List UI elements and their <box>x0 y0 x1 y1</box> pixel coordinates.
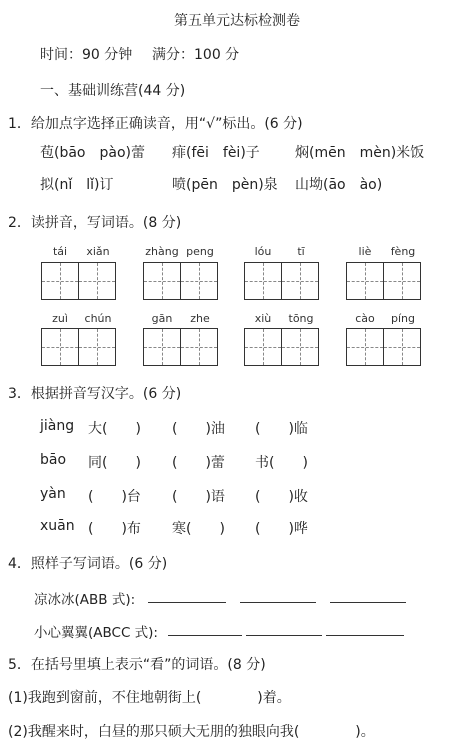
q1-item-6: 山坳(āo ào) <box>295 177 383 193</box>
writing-cell[interactable] <box>346 262 384 300</box>
writing-cell[interactable] <box>41 328 79 366</box>
writing-cell[interactable] <box>41 262 79 300</box>
answer-line[interactable] <box>326 623 404 636</box>
writing-cell[interactable] <box>383 262 421 300</box>
answer-line[interactable] <box>240 590 316 603</box>
score-info: 满分：100 分 <box>152 47 240 63</box>
writing-cell[interactable] <box>244 262 282 300</box>
q3-pinyin: jiàng <box>40 418 75 434</box>
q3-blank-b[interactable]: ( )蕾 <box>172 455 225 471</box>
q3-blank-a[interactable]: 大( ) <box>88 421 141 437</box>
q3-blank-c[interactable]: ( )哗 <box>255 521 308 537</box>
writing-cell[interactable] <box>78 328 116 366</box>
page-title: 第五单元达标检测卷 <box>174 13 300 29</box>
pinyin-label: gān <box>151 312 173 325</box>
q3-blank-a[interactable]: ( )台 <box>88 489 141 505</box>
answer-line[interactable] <box>168 623 242 636</box>
writing-cell[interactable] <box>143 262 181 300</box>
pinyin-label: cào <box>355 312 375 325</box>
pinyin-label: chún <box>84 312 112 325</box>
pinyin-label: tái <box>52 245 68 258</box>
q1-item-1: 苞(bāo pào)蕾 <box>40 145 145 161</box>
q3-blank-b[interactable]: ( )语 <box>172 489 225 505</box>
pinyin-label: xiù <box>254 312 272 325</box>
pinyin-label: fèng <box>390 245 416 258</box>
writing-cell[interactable] <box>180 262 218 300</box>
pinyin-label: zhàng <box>145 245 179 258</box>
section-heading: 一、基础训练营(44 分) <box>40 83 186 99</box>
time-info: 时间：90 分钟 <box>40 47 133 63</box>
pinyin-label: lóu <box>254 245 272 258</box>
writing-cell[interactable] <box>244 328 282 366</box>
q5-sentence-2: (2)我醒来时，白昼的那只硕大无朋的独眼向我( )。 <box>8 724 375 740</box>
writing-cell[interactable] <box>281 262 319 300</box>
q3-blank-b[interactable]: ( )油 <box>172 421 225 437</box>
q4-example-1 <box>34 588 135 608</box>
q3-blank-b[interactable]: 寒( ) <box>172 521 225 537</box>
q3-blank-c[interactable]: ( )临 <box>255 421 308 437</box>
writing-cell[interactable] <box>383 328 421 366</box>
q4-example-1-text: 凉冰冰(ABB 式): <box>34 592 136 608</box>
answer-line[interactable] <box>330 590 406 603</box>
writing-cell[interactable] <box>78 262 116 300</box>
q4-example-2 <box>34 621 158 641</box>
answer-line[interactable] <box>148 590 226 603</box>
q3-blank-a[interactable]: ( )布 <box>88 521 141 537</box>
q3-blank-a[interactable]: 同( ) <box>88 455 141 471</box>
question-1-label: 1．给加点字选择正确读音，用“√”标出。(6 分) <box>8 116 303 132</box>
writing-cell[interactable] <box>281 328 319 366</box>
q3-blank-c[interactable]: ( )收 <box>255 489 308 505</box>
writing-cell[interactable] <box>143 328 181 366</box>
pinyin-label: zuì <box>52 312 68 325</box>
pinyin-label: tōng <box>288 312 314 325</box>
pinyin-label: liè <box>358 245 372 258</box>
writing-cell[interactable] <box>180 328 218 366</box>
pinyin-label: tī <box>297 245 305 258</box>
q3-pinyin: yàn <box>40 486 66 502</box>
writing-cell[interactable] <box>346 328 384 366</box>
q3-pinyin: bāo <box>40 452 67 468</box>
q3-pinyin: xuān <box>40 518 75 534</box>
question-4-label: 4．照样子写词语。(6 分) <box>8 556 168 572</box>
question-5-label: 5．在括号里填上表示“看”的词语。(8 分) <box>8 657 266 673</box>
q4-example-2-text: 小心翼翼(ABCC 式): <box>34 625 158 641</box>
q1-item-4: 拟(nǐ lǐ)订 <box>40 177 114 193</box>
pinyin-label: zhe <box>190 312 210 325</box>
answer-line[interactable] <box>246 623 322 636</box>
pinyin-label: peng <box>186 245 214 258</box>
pinyin-label: píng <box>391 312 415 325</box>
q3-blank-c[interactable]: 书( ) <box>255 455 308 471</box>
pinyin-label: xiǎn <box>86 245 110 258</box>
question-2-label: 2．读拼音，写词语。(8 分) <box>8 215 182 231</box>
q5-sentence-1: (1)我跑到窗前，不住地朝街上( )着。 <box>8 690 291 706</box>
q1-item-5: 喷(pēn pèn)泉 <box>172 177 278 193</box>
question-3-label: 3．根据拼音写汉字。(6 分) <box>8 386 182 402</box>
q1-item-2: 痱(fēi fèi)子 <box>172 145 260 161</box>
q1-item-3: 焖(mēn mèn)米饭 <box>295 145 425 161</box>
